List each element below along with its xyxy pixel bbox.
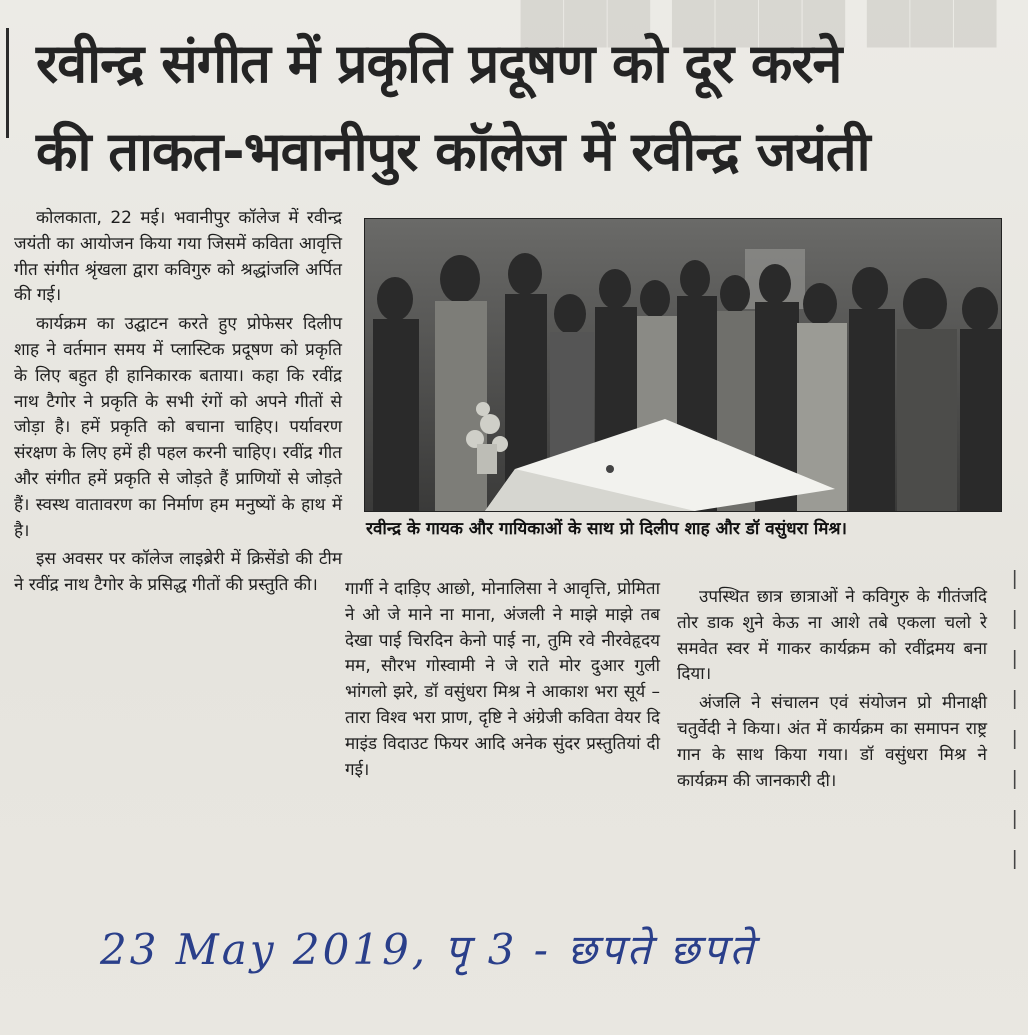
headline: [36, 20, 1011, 196]
paragraph: कार्यक्रम का उद्घाटन करते हुए प्रोफेसर दिलीप शाह ने वर्तमान समय में प्लास्टिक प्रदूषण को प्रकृति के लिए बहुत ही हानिकारक बताया। कहा कि रवींद्र नाथ टैगोर ने प्रकृति के सभी रंगों को अपने गीतों से जोड़ा है। हमें प्रकृति को बचाना चाहिए। पर्यावरण संरक्षण के लिए हमें ही पहल करनी चाहिए। रवींद्र गीत और संगीत हमें प्रकृति से जोड़ते हैं प्राणियों से जोड़ते हैं। स्वस्थ वातावरण का निर्माण हम मनुष्यों के हाथ में है।: [14, 314, 342, 541]
paragraph: उपस्थित छात्र छात्राओं ने कविगुरु के गीतंजदि तोर डाक शुने केऊ ना आशे तबे एकला चलो रे समवेत स्वर में गाकर कार्यक्रम को रवींद्रमय बना दिया।: [677, 587, 987, 685]
article-left-column: [14, 206, 342, 602]
paragraph: गार्गी ने दाड़िए आछो, मोनालिसा ने आवृत्ति, प्रोमिता ने ओ जे माने ना माना, अंजली ने माझे माझे तब देखा पाई चिरदिन केनो पाई ना, तुमि रवे नीरवेहृदय मम, सौरभ गोस्वामी ने जे राते मोर दुआर गुली भांगलो झरे, डॉ वसुंधरा मिश्र ने आकाश भरा सूर्य – तारा विश्व भरा प्राण, दृष्टि ने अंग्रेजी कविता वेयर दि माइंड विदाउट फियर आदि अनेक सुंदर प्रस्तुतियां दी गई।: [345, 579, 660, 780]
paragraph: इस अवसर पर कॉलेज लाइब्रेरी में क्रिसेंडो की टीम ने रवींद्र नाथ टैगोर के प्रसिद्ध गीतों की प्रस्तुति की।: [14, 549, 342, 596]
paragraph: कोलकाता, 22 मई। भवानीपुर कॉलेज में रवीन्द्र जयंती का आयोजन किया गया जिसमें कविता आवृत्ति गीत संगीत श्रृंखला द्वारा कविगुरु को श्रद्धांजलि अर्पित की गई।: [14, 208, 342, 306]
photo-caption: रवीन्द्र के गायक और गायिकाओं के साथ प्रो दिलीप शाह और डॉ वसुंधरा मिश्र।: [366, 519, 847, 539]
headline-line-2: की ताकत-भवानीपुर कॉलेज में रवीन्द्र जयंती: [36, 120, 870, 183]
paragraph: अंजलि ने संचालन एवं संयोजन प्रो मीनाक्षी चतुर्वेदी ने किया। अंत में कार्यक्रम का समापन राष्ट्र गान के साथ किया गया। डॉ वसुंधरा मिश्र ने कार्यक्रम की जानकारी दी।: [677, 693, 987, 791]
handwritten-date-note: 23 May 2019, पृ 3 - छपते छपते: [100, 925, 757, 974]
group-photo-illustration: [365, 219, 1001, 511]
column-rule: [6, 28, 9, 138]
article-right-column: [677, 585, 987, 797]
article-middle-column: [345, 577, 660, 786]
event-photo: [364, 218, 1002, 512]
adjacent-article-edge: ▏ ▏ ▏ ▏ ▏ ▏ ▏ ▏: [1014, 570, 1027, 869]
headline-line-1: रवीन्द्र संगीत में प्रकृति प्रदूषण को दूर करने: [36, 32, 842, 95]
bleed-through-text: ▆▆▆ ▆▆▆▆ ▆▆▆: [521, 0, 998, 47]
